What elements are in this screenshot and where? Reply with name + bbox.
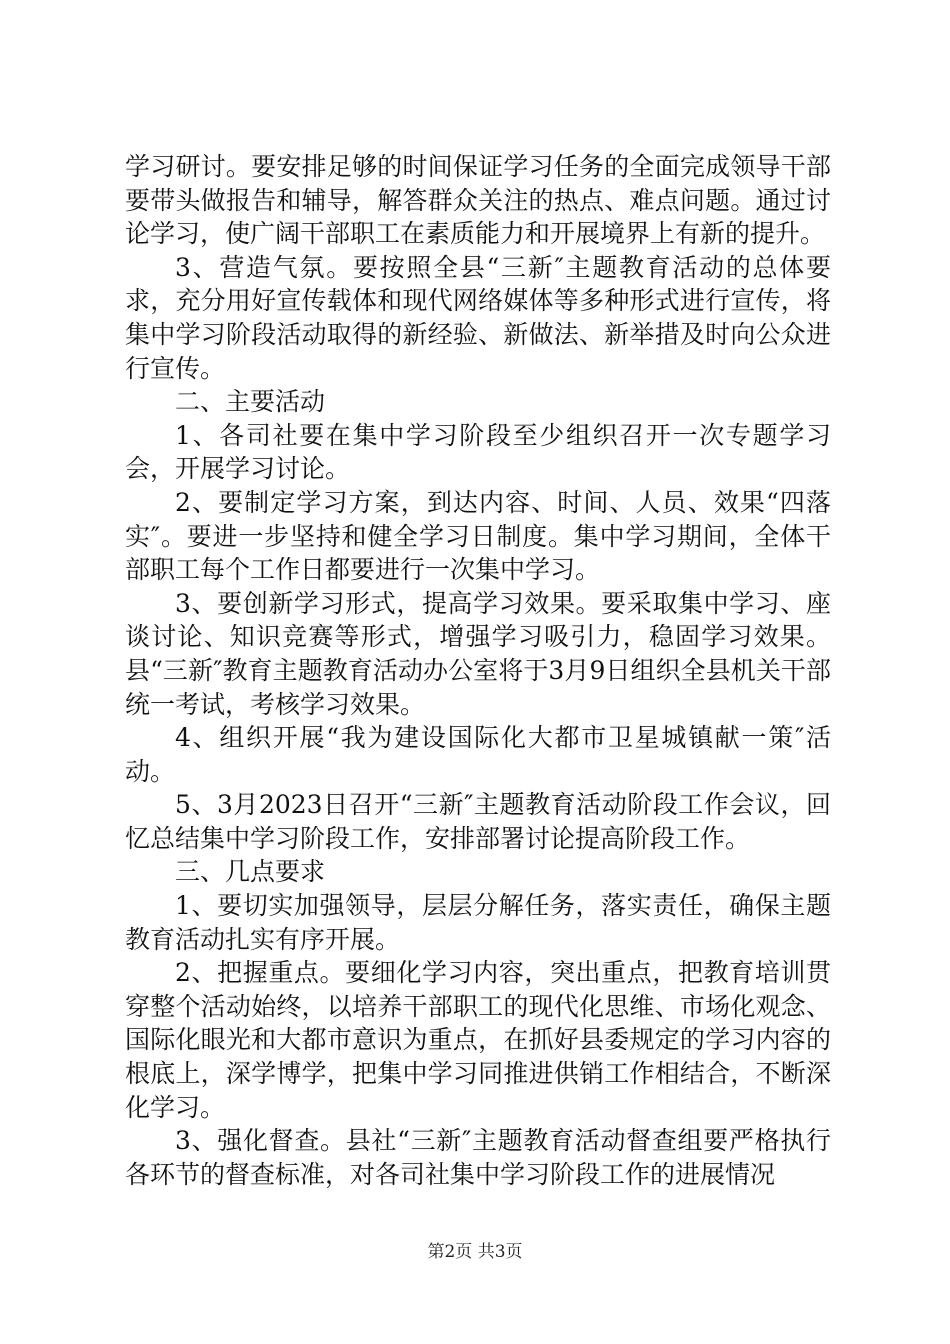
paragraph-item: 2、把握重点。要细化学习内容，突出重点，把教育培训贯穿整个活动始终，以培养干部职工的现代化思维、市场化观念、国际化眼光和大都市意识为重点，在抓好县委规定的学习内容的根底上，深学博学，把集中学习同推进供销工作相结合，不断深化学习。 xyxy=(125,958,831,1122)
section-heading: 二、主要活动 xyxy=(175,387,326,417)
page-footer: 第2页 共3页 xyxy=(427,1242,523,1262)
document-body xyxy=(125,150,831,1191)
paragraph-item: 3、强化督查。县社“三新″主题教育活动督查组要严格执行各环节的督查标准，对各司社集中学习阶段工作的进展情况 xyxy=(125,1126,831,1189)
paragraph-item: 3、营造气氛。要按照全县“三新″主题教育活动的总体要求，充分用好宣传载体和现代网络媒体等多种形式进行宣传，将集中学习阶段活动取得的新经验、新做法、新举措及时向公众进行宣传。 xyxy=(125,252,831,383)
paragraph-item: 4、组织开展“我为建设国际化大都市卫星城镇献一策″活动。 xyxy=(125,723,831,786)
paragraph-item: 5、3月2023日召开“三新″主题教育活动阶段工作会议，回忆总结集中学习阶段工作，安排部署讨论提高阶段工作。 xyxy=(125,790,831,853)
paragraph-item: 1、各司社要在集中学习阶段至少组织召开一次专题学习会，开展学习讨论。 xyxy=(125,420,831,484)
paragraph-item: 1、要切实加强领导，层层分解任务，落实责任，确保主题教育活动扎实有序开展。 xyxy=(125,891,831,954)
paragraph-item: 3、要创新学习形式，提高学习效果。要采取集中学习、座谈讨论、知识竞赛等形式，增强学习吸引力，稳固学习效果。县“三新″教育主题教育活动办公室将于3月9日组织全县机关干部统一考试，考核学习效果。 xyxy=(125,588,831,719)
section-heading: 三、几点要求 xyxy=(175,857,326,887)
paragraph-item: 2、要制定学习方案，到达内容、时间、人员、效果“四落实″。要进一步坚持和健全学习日制度。集中学习期间，全体干部职工每个工作日都要进行一次集中学习。 xyxy=(125,487,831,585)
paragraph-continuation: 学习研讨。要安排足够的时间保证学习任务的全面完成领导干部要带头做报告和辅导，解答群众关注的热点、难点问题。通过讨论学习，使广阔干部职工在素质能力和开展境界上有新的提升。 xyxy=(125,152,831,249)
